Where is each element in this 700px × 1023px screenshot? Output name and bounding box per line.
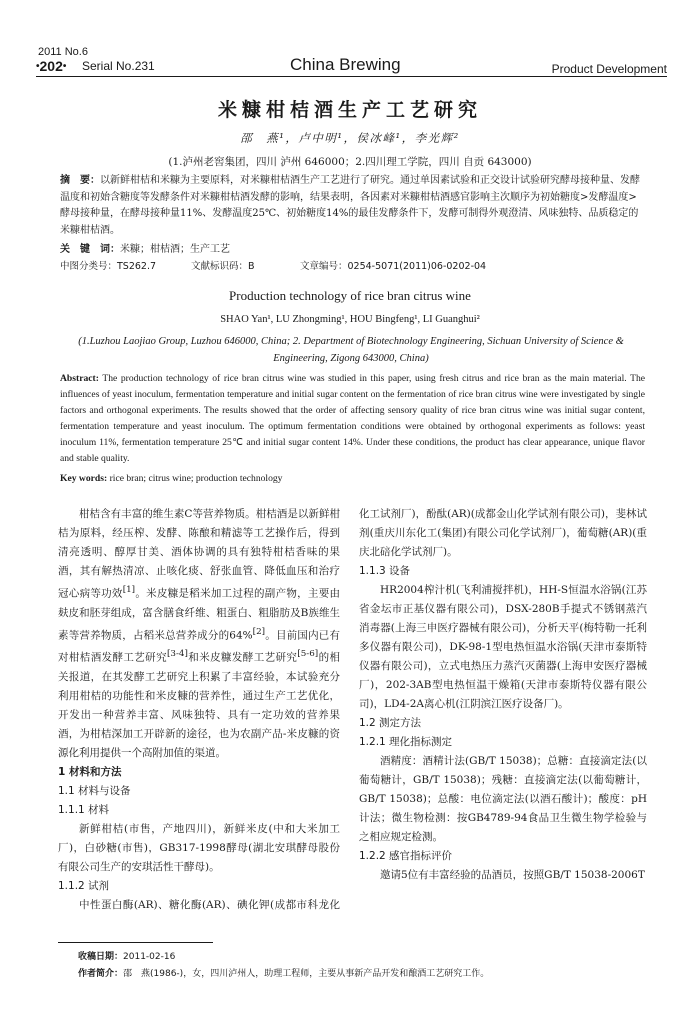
journal-name: China Brewing	[290, 55, 401, 74]
citation-2: [2]	[252, 626, 266, 637]
english-affiliation-line1: (1.Luzhou Laojiao Group, Luzhou 646000, China; 2. Department of Biotechnology Engineering, Sichuan University of Science &	[78, 336, 624, 347]
chinese-keywords-label: 关 键 词：	[60, 244, 120, 255]
sensory-paragraph: 邀请5位有丰富经验的品酒员，按照GB/T 15038-2006T	[380, 869, 645, 881]
equipment-paragraph: HR2004榨汁机(飞利浦搅拌机)，HH-S恒温水浴锅(江苏省金坛市正基仪器有限公司)，DSX-280B手提式不锈钢蒸汽消毒器(上海三申医疗器械有限公司)，分析天平(梅特勒一托利多仪器有限公司)，DK-98-1型电热恒温水浴锅(天津市泰斯特仪器有限公司)，立式电热压力蒸汽灭菌器(上海申安医疗器械厂)，202-3AB型电热恒温干燥箱(天津市泰斯特仪器有限公司)，LD4-2A离心机(江阴滨江医疗设备厂)。	[359, 584, 647, 710]
serial-label: Serial No.231	[82, 59, 155, 73]
classification-line	[60, 258, 486, 272]
english-title: Production technology of rice bran citrus wine	[229, 288, 471, 303]
subsection-heading: 1.1 材料与设备	[58, 784, 131, 797]
body-right-column	[359, 505, 647, 885]
intro-text: 柑桔含有丰富的维生素C等营养物质。柑桔酒是以新鲜柑桔为原料，经压榨、发酵、陈酿和精滤等工艺操作后，得到清亮透明、醇厚甘美、酒体协调的具有独特柑桔香味的果酒，其有解热清凉、止咳化痰、舒张血管、降低血压和治疗冠心病等功效	[58, 508, 340, 600]
received-label: 收稿日期：	[78, 952, 124, 962]
document-code: 文献标识码：B	[191, 261, 255, 272]
english-affiliation	[62, 333, 640, 367]
chinese-abstract-label: 摘 要：	[60, 175, 100, 186]
article-number: 文章编号：0254-5071(2011)06-0202-04	[300, 261, 487, 272]
intro-text: 的相关报道，在其发酵工艺研究上积累了丰富经验，本试验充分利用柑桔的功能性和米皮糠的营养性，通过生产工艺优化，开发出一种营养丰富、风味独特、具有一定功效的营养果酒，为柑桔深加工开辟新的途径，也为农副产品-米皮糠的资源化利用提供一个高附加值的渠道。	[58, 651, 341, 759]
chinese-abstract-text: 以新鲜柑桔和米糠为主要原料，对米糠柑桔酒生产工艺进行了研究。通过单因素试验和正交设计试验研究酵母接种量、发酵温度和初始含糖度等发酵条件对米糠柑桔酒发酵的影响，结果表明，各因素对米糠柑桔酒感官影响主次顺序为初始糖度>发酵温度>酵母接种量，在酵母接种量11%、发酵温度25℃、初始糖度14%的最佳发酵条件下，发酵可制得外观澄清、风味独特、品质稳定的米糠柑桔酒。	[60, 175, 640, 236]
chinese-keywords-text: 米糠；柑桔酒；生产工艺	[120, 244, 230, 255]
received-value: 2011-02-16	[123, 952, 176, 962]
physchem-paragraph: 酒精度：酒精计法(GB/T 15038)；总糖：直接滴定法(以葡萄糖计，GB/T 15038)；残糖：直接滴定法(以葡萄糖计，GB/T 15038)；总酸：电位滴定法(以酒石酸计)；酸度：pH计法；微生物检测：按GB4789-94食品卫生微生物学检验与之相应规定检测。	[359, 755, 647, 843]
english-abstract	[60, 371, 645, 467]
author-bio	[78, 966, 489, 979]
subsubsection-heading: 1.1.1 材料	[58, 803, 110, 816]
intro-text: 。米皮糠是稻米加工过程的副产物，主要由麸皮和胚芽组成，富含膳食纤维、粗蛋白、粗脂肪及B族维生素等营养物质，占稻米总营养成分的64%	[58, 587, 340, 641]
subsubsection-heading: 1.1.3 设备	[359, 565, 411, 577]
subsubsection-heading: 1.1.2 试剂	[58, 879, 110, 892]
received-date	[78, 949, 175, 962]
english-keywords-text: rice bran; citrus wine; production technology	[109, 473, 283, 484]
introduction-paragraph	[58, 505, 340, 763]
subsubsection-heading: 1.2.1 理化指标测定	[359, 736, 453, 748]
english-keywords	[60, 473, 282, 484]
english-abstract-label: Abstract:	[60, 373, 99, 384]
citation-1: [1]	[122, 585, 136, 595]
citation-4: [5-6]	[297, 649, 319, 659]
reagents-paragraph: 中性蛋白酶(AR)、糖化酶(AR)、碘化钾(成都市科龙化	[79, 898, 340, 911]
reagents-continued: 化工试剂厂)，酚酞(AR)(成都金山化学试剂有限公司)，斐林试剂(重庆川东化工(集团)有限公司化学试剂厂)，葡萄糖(AR)(重庆北碚化学试剂厂)。	[359, 508, 647, 558]
page-number-value: 202	[39, 58, 63, 74]
page-number: •202•	[36, 58, 67, 74]
body-left-column	[58, 505, 340, 915]
subsection-heading: 1.2 测定方法	[359, 717, 422, 729]
intro-text: 。目前国内已有对柑桔酒发酵工艺研究	[58, 629, 341, 664]
chinese-authors: 邵 燕¹，卢中明¹，侯冰峰¹，李光辉²	[240, 131, 460, 145]
chinese-title: 米糠柑桔酒生产工艺研究	[217, 99, 482, 121]
english-affiliation-line2: Engineering, Zigong 643000, China)	[273, 353, 429, 364]
author-bio-label: 作者简介：	[78, 969, 124, 979]
english-authors: SHAO Yan¹, LU Zhongming¹, HOU Bingfeng¹, LI Guanghui²	[220, 314, 480, 325]
clc-number: 中图分类号：TS262.7	[60, 261, 157, 272]
citation-3: [3-4]	[166, 649, 188, 659]
author-bio-text: 邵 燕(1986-)，女，四川泸州人，助理工程师，主要从事新产品开发和酿酒工艺研究工作。	[123, 969, 490, 979]
footnote-rule	[58, 942, 213, 943]
section-label: Product Development	[551, 62, 667, 76]
chinese-keywords	[60, 240, 230, 255]
subsubsection-heading: 1.2.2 感官指标评价	[359, 850, 453, 862]
chinese-abstract	[60, 173, 645, 239]
chinese-affiliation: (1.泸州老窖集团，四川 泸州 646000；2.四川理工学院，四川 自贡 643000)	[168, 156, 532, 168]
english-abstract-text: The production technology of rice bran citrus wine was studied in this paper, using fresh citrus and rice bran as the main material. The influences of yeast inoculum, fermentation temperature and initial sugar content on the fermentation of rice bran citrus wine were investigated by single factors and orthogonal experiments. The results showed that the order of affecting sensory quality of rice bran citrus wine was initial sugar content, fermentation temperature and yeast inoculum. The optimum fermentation conditions were obtained by orthogonal experiments as follows: yeast inoculum 11%, fermentation temperature 25℃ and initial sugar content 14%. Under these conditions, the product has clear appearance, unique flavor and stable quality.	[60, 373, 645, 464]
materials-paragraph: 新鲜柑桔(市售，产地四川)，新鲜米皮(中和大米加工厂)，白砂糖(市售)，GB317-1998酵母(湖北安琪酵母股份有限公司生产的安琪活性干酵母)。	[58, 822, 340, 873]
intro-text: 和米皮糠发酵工艺研究	[187, 651, 298, 664]
header-rule	[36, 76, 667, 77]
english-keywords-label: Key words:	[60, 473, 108, 484]
issue-label: 2011 No.6	[38, 46, 88, 58]
section-heading: 1 材料和方法	[58, 765, 122, 778]
